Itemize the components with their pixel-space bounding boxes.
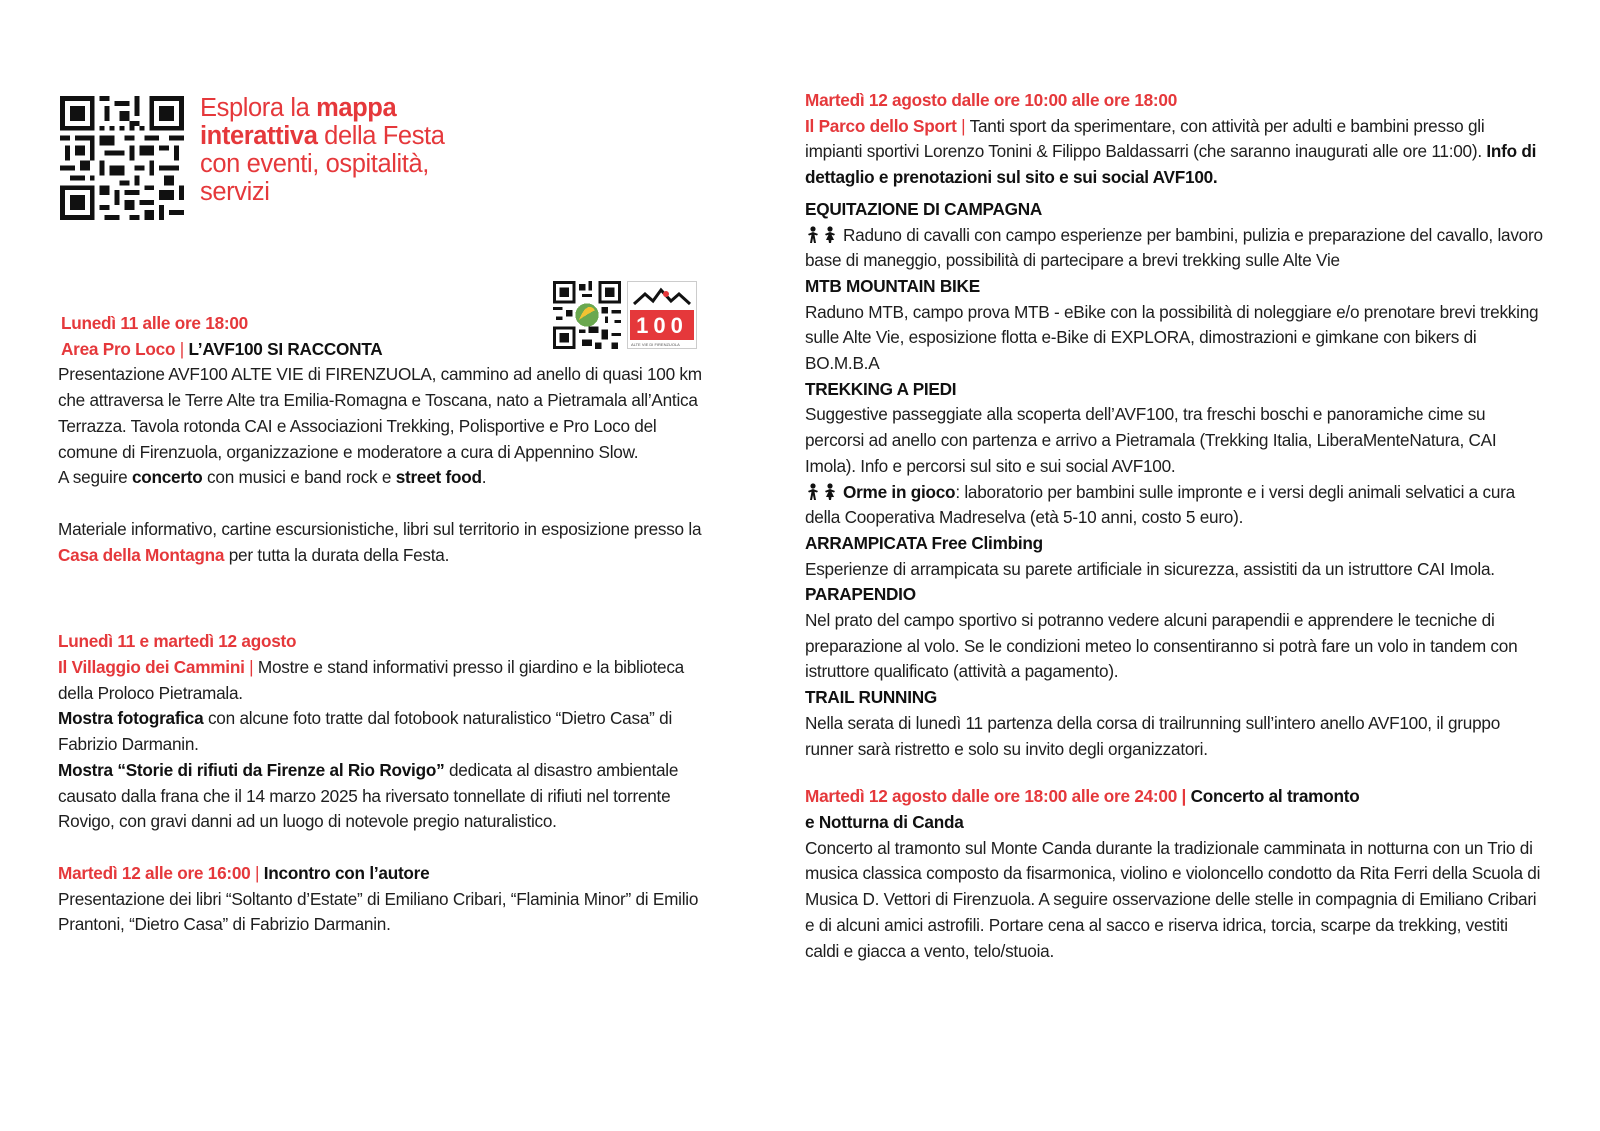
event-follow [58, 465, 708, 491]
sport-title: MTB MOUNTAIN BIKE [805, 275, 980, 296]
separator: | [956, 115, 970, 136]
text-part: A seguire [58, 467, 132, 488]
event-description: Presentazione dei libri “Soltanto d’Estate” di Emiliano Cribari, “Flaminia Minor” di Emilio Prantoni, “Dietro Casa” di Fabrizio Darmanin. [58, 888, 699, 935]
map-invite-part: della Festa con eventi, ospitalità, servizi [200, 122, 445, 206]
event-place: Il Villaggio dei Cammini [58, 657, 245, 678]
logo-subtitle: ALTE VIE DI FIRENZUOLA [631, 342, 680, 347]
sport-text: Suggestive passeggiate alla scoperta dell’AVF100, tra freschi boschi e panoramiche cime su percorsi ad anello con partenza e arrivo a Pietramala (Trekking Italia, LiberaMenteNatura, CAI Imola). Info e percorsi sul sito e sui social AVF100. [805, 404, 1497, 476]
text-bold: Mostra fotografica [58, 708, 204, 729]
event-description: Concerto al tramonto sul Monte Canda durante la tradizionale camminata in notturna con un Trio di musica classica composto da fisarmonica, violino e violoncello condotto da Rita Ferri della Scuola di Musica D. Vettori di Firenzuola. A seguire osservazione delle stelle in compagnia di Emiliano Cribari e di alcuni amici astrofili. Portare cena al sacco e riserva idrica, torcia, scarpe da trekking, vestiti caldi e giacca a vento, telo/stuoia. [805, 837, 1541, 961]
separator: | [1177, 786, 1191, 807]
text-part: . [481, 467, 487, 488]
sport-title: TREKKING A PIEDI [805, 378, 957, 399]
text-part: con alcune foto tratte dal fotobook naturalistico “Dietro Casa” di Fabrizio Darmanin. [58, 708, 673, 755]
map-invite-bold: interattiva [200, 122, 318, 150]
event-description: Presentazione AVF100 ALTE VIE di FIRENZUOLA, cammino ad anello di quasi 100 km che attraversa le Terre Alte tra Emilia-Romagna e Toscana, nato a Pietramala all’Antica Terrazza. Tavola rotonda CAI e Associazioni Trekking, Polisportive e Pro Loco del comune di Firenzuola, organizzazione e moderatore a cura di Appennino Slow. [58, 364, 702, 462]
right-column [805, 88, 1545, 964]
separator: | [175, 338, 189, 359]
sport-title: EQUITAZIONE DI CAMPAGNA [805, 198, 1043, 219]
text-bold: concerto [131, 467, 203, 488]
sport-title: ARRAMPICATA Free Climbing [805, 532, 1043, 553]
text-part: dedicata al disastro ambientale causato dalla frana che il 14 marzo 2025 ha riversato tonnellate di rifiuti nel torrente Rovigo, con gravi danni ad un luogo di notevole pregio naturalistico. [58, 759, 679, 832]
text-part: : laboratorio per bambini sulle impronte e i versi degli animali selvatici a cura della Cooperativa Madreselva (età 5-10 anni, costo 5 euro). [805, 481, 1515, 528]
sport-text: Raduno MTB, campo prova MTB - eBike con la possibilità di noleggiare e/o prenotare brevi trekking sulle Alte Vie, esposizione flotta e-Bike di EXPLORA, dimostrazioni e gimkane con bikers di BO.M.B.A [805, 301, 1539, 374]
map-invite-part: Esplora la [200, 94, 317, 122]
event-description [58, 655, 708, 706]
text-part: per tutta la durata della Festa. [224, 544, 450, 565]
sport-title: PARAPENDIO [805, 584, 916, 605]
event-materials [58, 517, 708, 568]
sport-text [805, 223, 1545, 274]
exhibition-photo [58, 706, 708, 757]
event-date: Martedì 12 agosto dalle ore 18:00 alle ore 24:00 [805, 786, 1178, 807]
children-icon [805, 226, 839, 244]
event-date: Martedì 12 agosto dalle ore 10:00 alle ore 18:00 [805, 90, 1178, 110]
event-place: Area Pro Loco [61, 338, 176, 359]
event-header [58, 861, 708, 887]
event-date: Lunedì 11 alle ore 18:00 [61, 313, 248, 333]
text-highlight: Casa della Montagna [58, 544, 225, 565]
event-header [805, 784, 1545, 810]
text-bold: Info di dettaglio e prenotazioni sul sito e sui social AVF100. [805, 141, 1537, 188]
event-title: L’AVF100 SI RACCONTA [188, 338, 383, 359]
event-title: Incontro con l’autore [263, 862, 430, 883]
qr-code-icon[interactable] [60, 96, 184, 220]
separator: | [250, 862, 264, 883]
event-date: Martedì 12 alle ore 16:00 [58, 862, 251, 883]
map-invite-text [200, 94, 480, 206]
map-invite-bold: mappa [316, 94, 397, 122]
event-title: e Notturna di Canda [805, 811, 964, 832]
sport-title: TRAIL RUNNING [805, 687, 938, 708]
children-icon [805, 483, 839, 501]
text-bold: Orme in gioco [843, 481, 956, 502]
event-date: Lunedì 11 e martedì 12 agosto [58, 631, 297, 652]
text-part: Mostre e stand informativi presso il giardino e la biblioteca della Proloco Pietramala. [58, 657, 684, 703]
logo-number: 100 [636, 313, 688, 338]
text-bold: street food [395, 467, 482, 488]
text-bold: Mostra “Storie di rifiuti da Firenze al Rio Rovigo” [58, 759, 445, 780]
text-part: con musici e band rock e [202, 467, 396, 488]
event-header [58, 337, 708, 363]
text-part: Tanti sport da sperimentare, con attività per adulti e bambini presso gli impianti sportivi Lorenzo Tonini & Filippo Baldassarri (che saranno inaugurati alle ore 11:00). [805, 115, 1487, 162]
exhibition-waste [58, 758, 708, 835]
text-part: Materiale informativo, cartine escursionistiche, libri sul territorio in esposizione presso la [58, 518, 702, 539]
left-column [58, 311, 708, 938]
separator: | [244, 657, 258, 678]
event-description [805, 114, 1545, 191]
sport-text: Esperienze di arrampicata su parete artificiale in sicurezza, assistiti da un istruttore CAI Imola. [805, 558, 1495, 579]
sport-extra [805, 480, 1545, 531]
sport-text: Nel prato del campo sportivo si potranno vedere alcuni parapendii e apprendere le tecniche di preparazione al volo. Se le condizioni meteo lo consentiranno si potrà fare un volo in tandem con istruttore qualificato (attività a pagamento). [805, 610, 1518, 682]
sport-text: Nella serata di lunedì 11 partenza della corsa di trailrunning sull’intero anello AVF100, il gruppo runner sarà ristretto e solo su invito degli organizzatori. [805, 712, 1501, 759]
text-part: Raduno di cavalli con campo esperienze per bambini, pulizia e preparazione del cavallo, lavoro base di maneggio, possibilità di partecipare a brevi trekking sulle Alte Vie [805, 224, 1543, 271]
event-place: Il Parco dello Sport [805, 115, 957, 136]
event-title: Concerto al tramonto [1190, 786, 1360, 807]
